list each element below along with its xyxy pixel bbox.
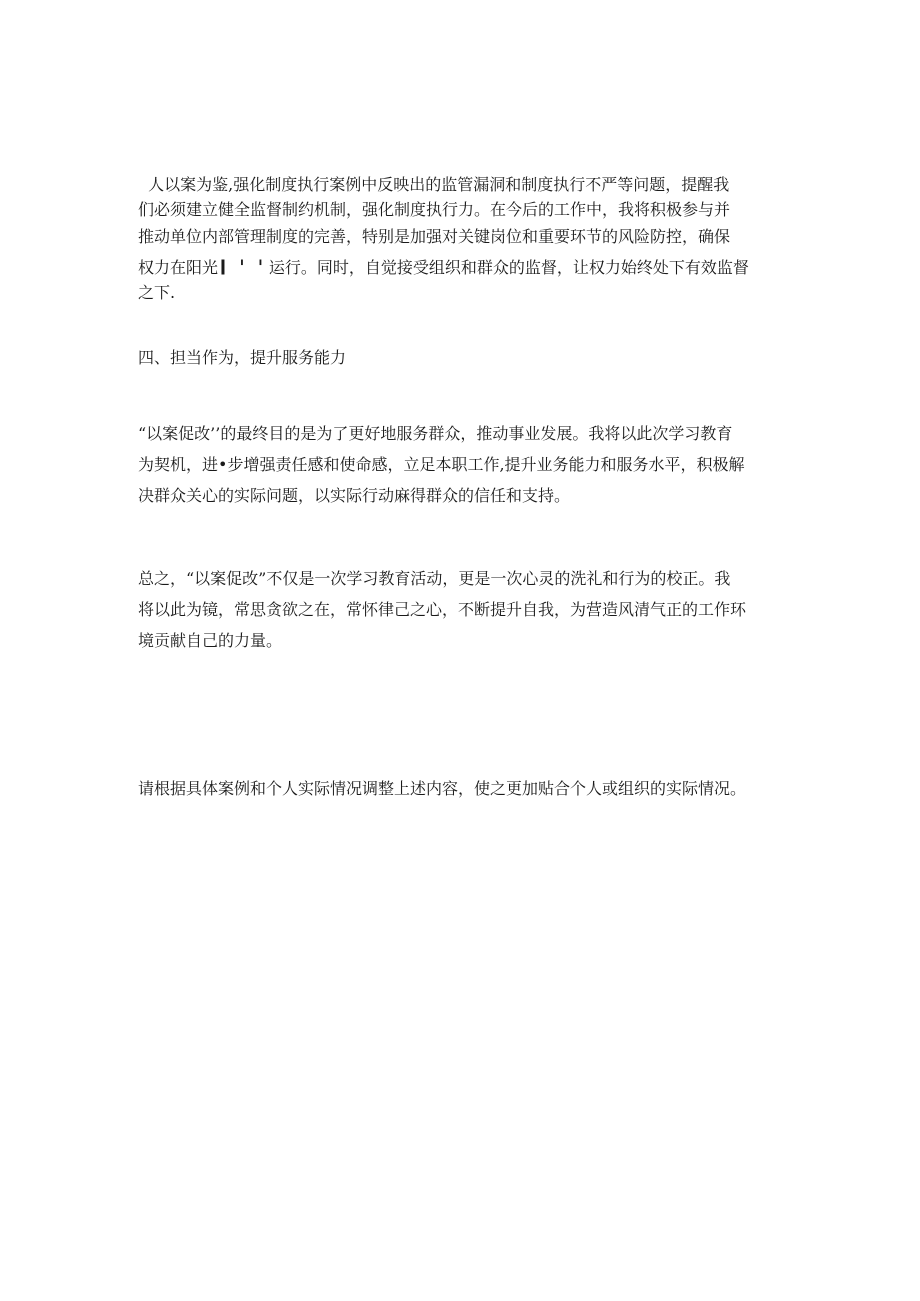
paragraph-line: 为契机，进•步增强责任感和使命感，立足本职工作,提升业务能力和服务水平，积极解: [138, 455, 745, 474]
scan-artifact-mark: I ' ': [220, 255, 267, 280]
paragraph-line: 人以案为鉴,强化制度执行案例中反映出的监管漏洞和制度执行不严等问题，提醒我: [138, 175, 730, 194]
paragraph-line: “以案促改’’的最终目的是为了更好地服务群众，推动事业发展。我将以此次学习教育: [138, 424, 733, 443]
paragraph-case-lesson: [138, 172, 788, 305]
paragraph-conclusion: [138, 563, 788, 656]
paragraph-line: 总之，“以案促改”不仅是一次学习教育活动，更是一次心灵的洗礼和行为的校正。我: [138, 569, 731, 588]
paragraph-line: 之下.: [138, 283, 176, 302]
line-text: 运行。同时，自觉接受组织和群众的监督，让权力始终处下有效监督: [268, 258, 749, 277]
line-text: 权力在阳光: [138, 258, 219, 277]
paragraph-service: [138, 418, 788, 511]
paragraph-line: 境贡献自己的力量。: [138, 631, 283, 650]
paragraph-line: 推动单位内部管理制度的完善，特别是加强对关键岗位和重要环节的风险防控，确保: [138, 227, 731, 246]
closing-note: 请根据具体案例和个人实际情况调整上述内容，使之更加贴合个人或组织的实际情况。: [138, 779, 747, 798]
paragraph-line: 们必须建立健全监督制约机制，强化制度执行力。在今后的工作中，我将积极参与并: [138, 200, 731, 219]
paragraph-line: 决群众关心的实际问题，以实际行动麻得群众的信任和支持。: [138, 486, 571, 505]
section-heading: 四、担当作为，提升服务能力: [138, 348, 347, 367]
paragraph-line: 将以此为镜，常思贪欲之在，常怀律己之心，不断提升自我，为营造风清气正的工作环: [138, 600, 747, 619]
paragraph-line: [138, 255, 788, 280]
